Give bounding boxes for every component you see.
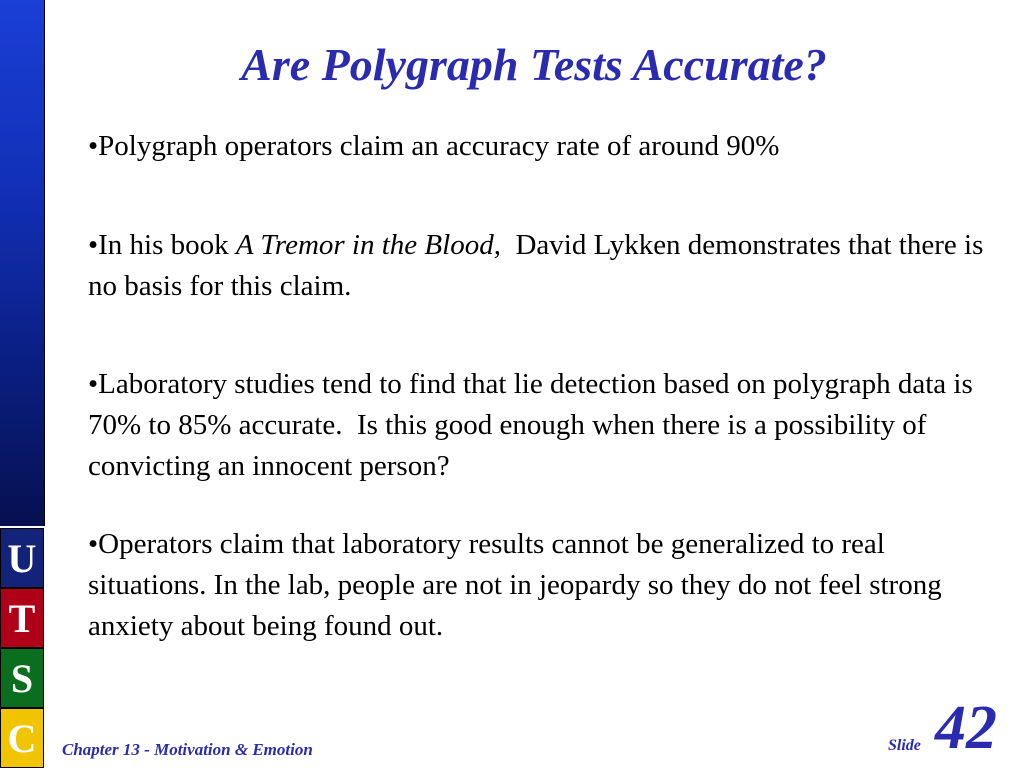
slide-title: Are Polygraph Tests Accurate?: [241, 39, 827, 90]
bullet-accuracy-claim: •Polygraph operators claim an accuracy rate of around 90%: [88, 130, 780, 162]
slide-number: 42: [935, 694, 997, 762]
logo-letter-u: U: [0, 528, 44, 588]
bullet-laboratory-studies: •Laboratory studies tend to find that lie detection based on polygraph data is 70% to 85% accurate. Is this good enough when there is a possibility of convicting an innocent person?: [88, 368, 981, 482]
logo-letter-s: S: [0, 648, 44, 708]
book-title: A Tremor in the Blood,: [235, 229, 501, 261]
sidebar-gradient-bar: [0, 0, 45, 526]
logo-letter-t: T: [0, 588, 44, 648]
bullet-operators-claim: •Operators claim that laboratory results cannot be generalized to real situations. In the lab, people are not in jeopardy so they do not feel strong anxiety about being found out.: [88, 528, 942, 642]
logo-letter-c: C: [0, 708, 44, 768]
bullet-lykken-book: [88, 225, 991, 307]
chapter-footer: Chapter 13 - Motivation & Emotion: [62, 740, 313, 759]
bullet-prefix: •In his book: [88, 229, 236, 261]
bullet-suffix: David Lykken demonstrates that there is no basis for this claim.: [88, 229, 991, 302]
slide-label: Slide: [888, 737, 921, 754]
